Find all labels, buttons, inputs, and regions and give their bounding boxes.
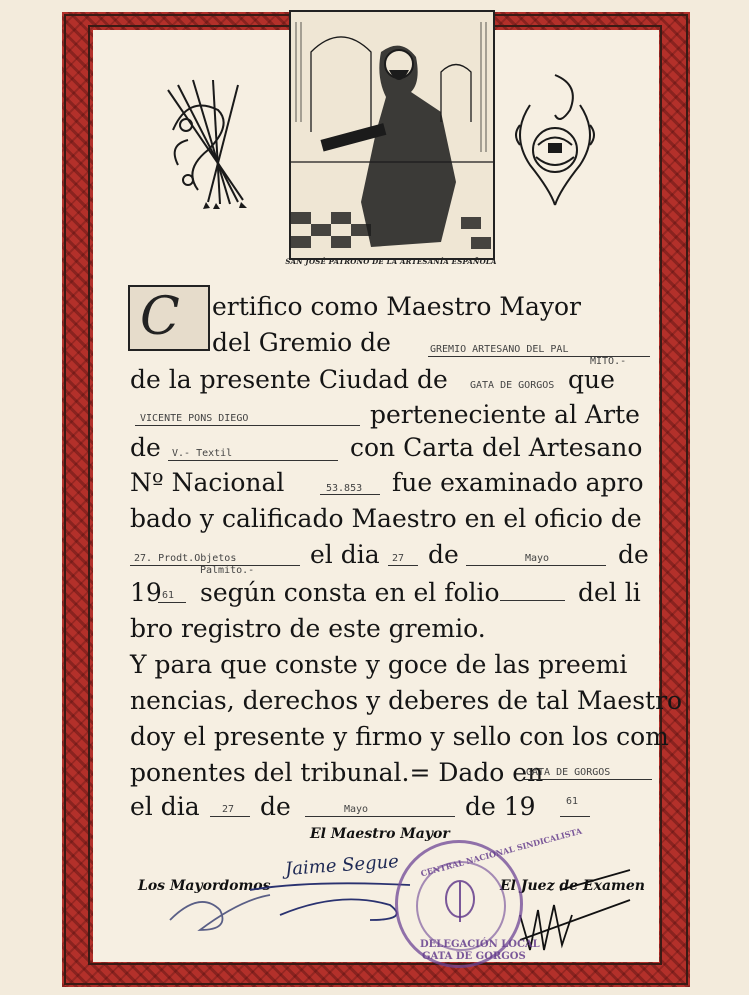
line-nacional: Nº Nacional — [130, 468, 285, 497]
numero-underline — [320, 494, 380, 495]
line-nencias: nencias, derechos y deberes de tal Maestro — [130, 686, 683, 715]
typed-mes: Mayo — [525, 553, 550, 564]
typed-mes-2: Mayo — [344, 804, 369, 815]
crest-emblem — [500, 65, 610, 215]
mes2-underline — [305, 816, 455, 817]
line-de-anio: de — [618, 540, 649, 569]
line-del-li: del li — [578, 578, 641, 607]
line-19: 19 — [130, 578, 162, 607]
line-certifico: ertifico como Maestro Mayor — [212, 292, 581, 321]
woodcut-caption: SAN JOSÉ PATRONO DE LA ARTESANÍA ESPAÑOLA — [285, 257, 497, 266]
line-examinado: fue examinado apro — [392, 468, 644, 497]
drop-cap — [128, 285, 210, 351]
arte-underline — [168, 460, 338, 461]
folio-underline — [500, 600, 565, 601]
mayordomos-label: Los Mayordomos — [138, 878, 271, 894]
line-y-para: Y para que conste y goce de las preemi — [130, 650, 628, 679]
line-folio: según consta en el folio — [200, 578, 500, 607]
typed-dia: 27 — [392, 553, 405, 564]
line-registro: bro registro de este gremio. — [130, 614, 486, 643]
line-calificado: bado y calificado Maestro en el oficio de — [130, 504, 642, 533]
line-ciudad-que: que — [568, 365, 615, 394]
typed-oficio: 27. Prodt.Objetos — [134, 553, 237, 564]
line-ponentes: ponentes del tribunal.= Dado en — [130, 758, 544, 787]
yoke-and-arrows-emblem — [158, 70, 258, 210]
signature-handwriting: Jaime Segue — [284, 851, 400, 880]
line-de-mes-2: de — [260, 792, 291, 821]
line-arte: perteneciente al Arte — [370, 400, 640, 429]
typed-dia-2: 27 — [222, 804, 235, 815]
stamp-bottom-text: DELEGACIÓN LOCAL — [420, 939, 540, 950]
line-de-anio-2: de 19 — [465, 792, 536, 821]
line-carta: con Carta del Artesano — [350, 433, 643, 462]
anio-underline — [158, 602, 186, 603]
typed-arte: V.- Textil — [172, 448, 233, 459]
line-de-mes: de — [428, 540, 459, 569]
stamp-top-text: CENTRAL NACIONAL SINDICALISTA — [419, 825, 583, 879]
typed-gremio-cont: MITO.- — [590, 356, 627, 367]
dia-underline — [388, 565, 418, 566]
typed-oficio-cont: Palmito.- — [200, 565, 255, 576]
maestro-mayor-label: El Maestro Mayor — [310, 826, 450, 842]
gremio-underline — [428, 356, 650, 357]
typed-ciudad: GATA DE GORGOS — [470, 380, 555, 391]
anio2-underline — [560, 816, 590, 817]
typed-ciudad-2: GATA DE GORGOS — [526, 767, 611, 778]
stamp-emblem-icon — [440, 877, 480, 927]
line-gremio: del Gremio de — [212, 328, 391, 357]
line-ciudad: de la presente Ciudad de — [130, 365, 448, 394]
nombre-underline — [135, 425, 360, 426]
mes-underline — [466, 565, 606, 566]
stamp-place-text: GATA DE GORGOS — [422, 951, 526, 962]
line-de: de — [130, 433, 161, 462]
line-el-dia-2: el dia — [130, 792, 200, 821]
woodcut-saint-joseph-image — [289, 10, 495, 260]
juez-label: El Juez de Examen — [500, 878, 645, 894]
oficio-underline — [130, 565, 300, 566]
typed-numero: 53.853 — [326, 483, 363, 494]
dia2-underline — [210, 816, 250, 817]
typed-anio: 61 — [162, 590, 175, 601]
line-el-dia: el dia — [310, 540, 380, 569]
ciudad2-underline — [522, 779, 652, 780]
drop-cap-letter: C — [140, 287, 180, 347]
typed-gremio: GREMIO ARTESANO DEL PAL — [430, 344, 569, 355]
typed-anio-2: 61 — [566, 796, 579, 807]
line-doy: doy el presente y firmo y sello con los com — [130, 722, 669, 751]
typed-nombre: VICENTE PONS DIEGO — [140, 413, 249, 424]
